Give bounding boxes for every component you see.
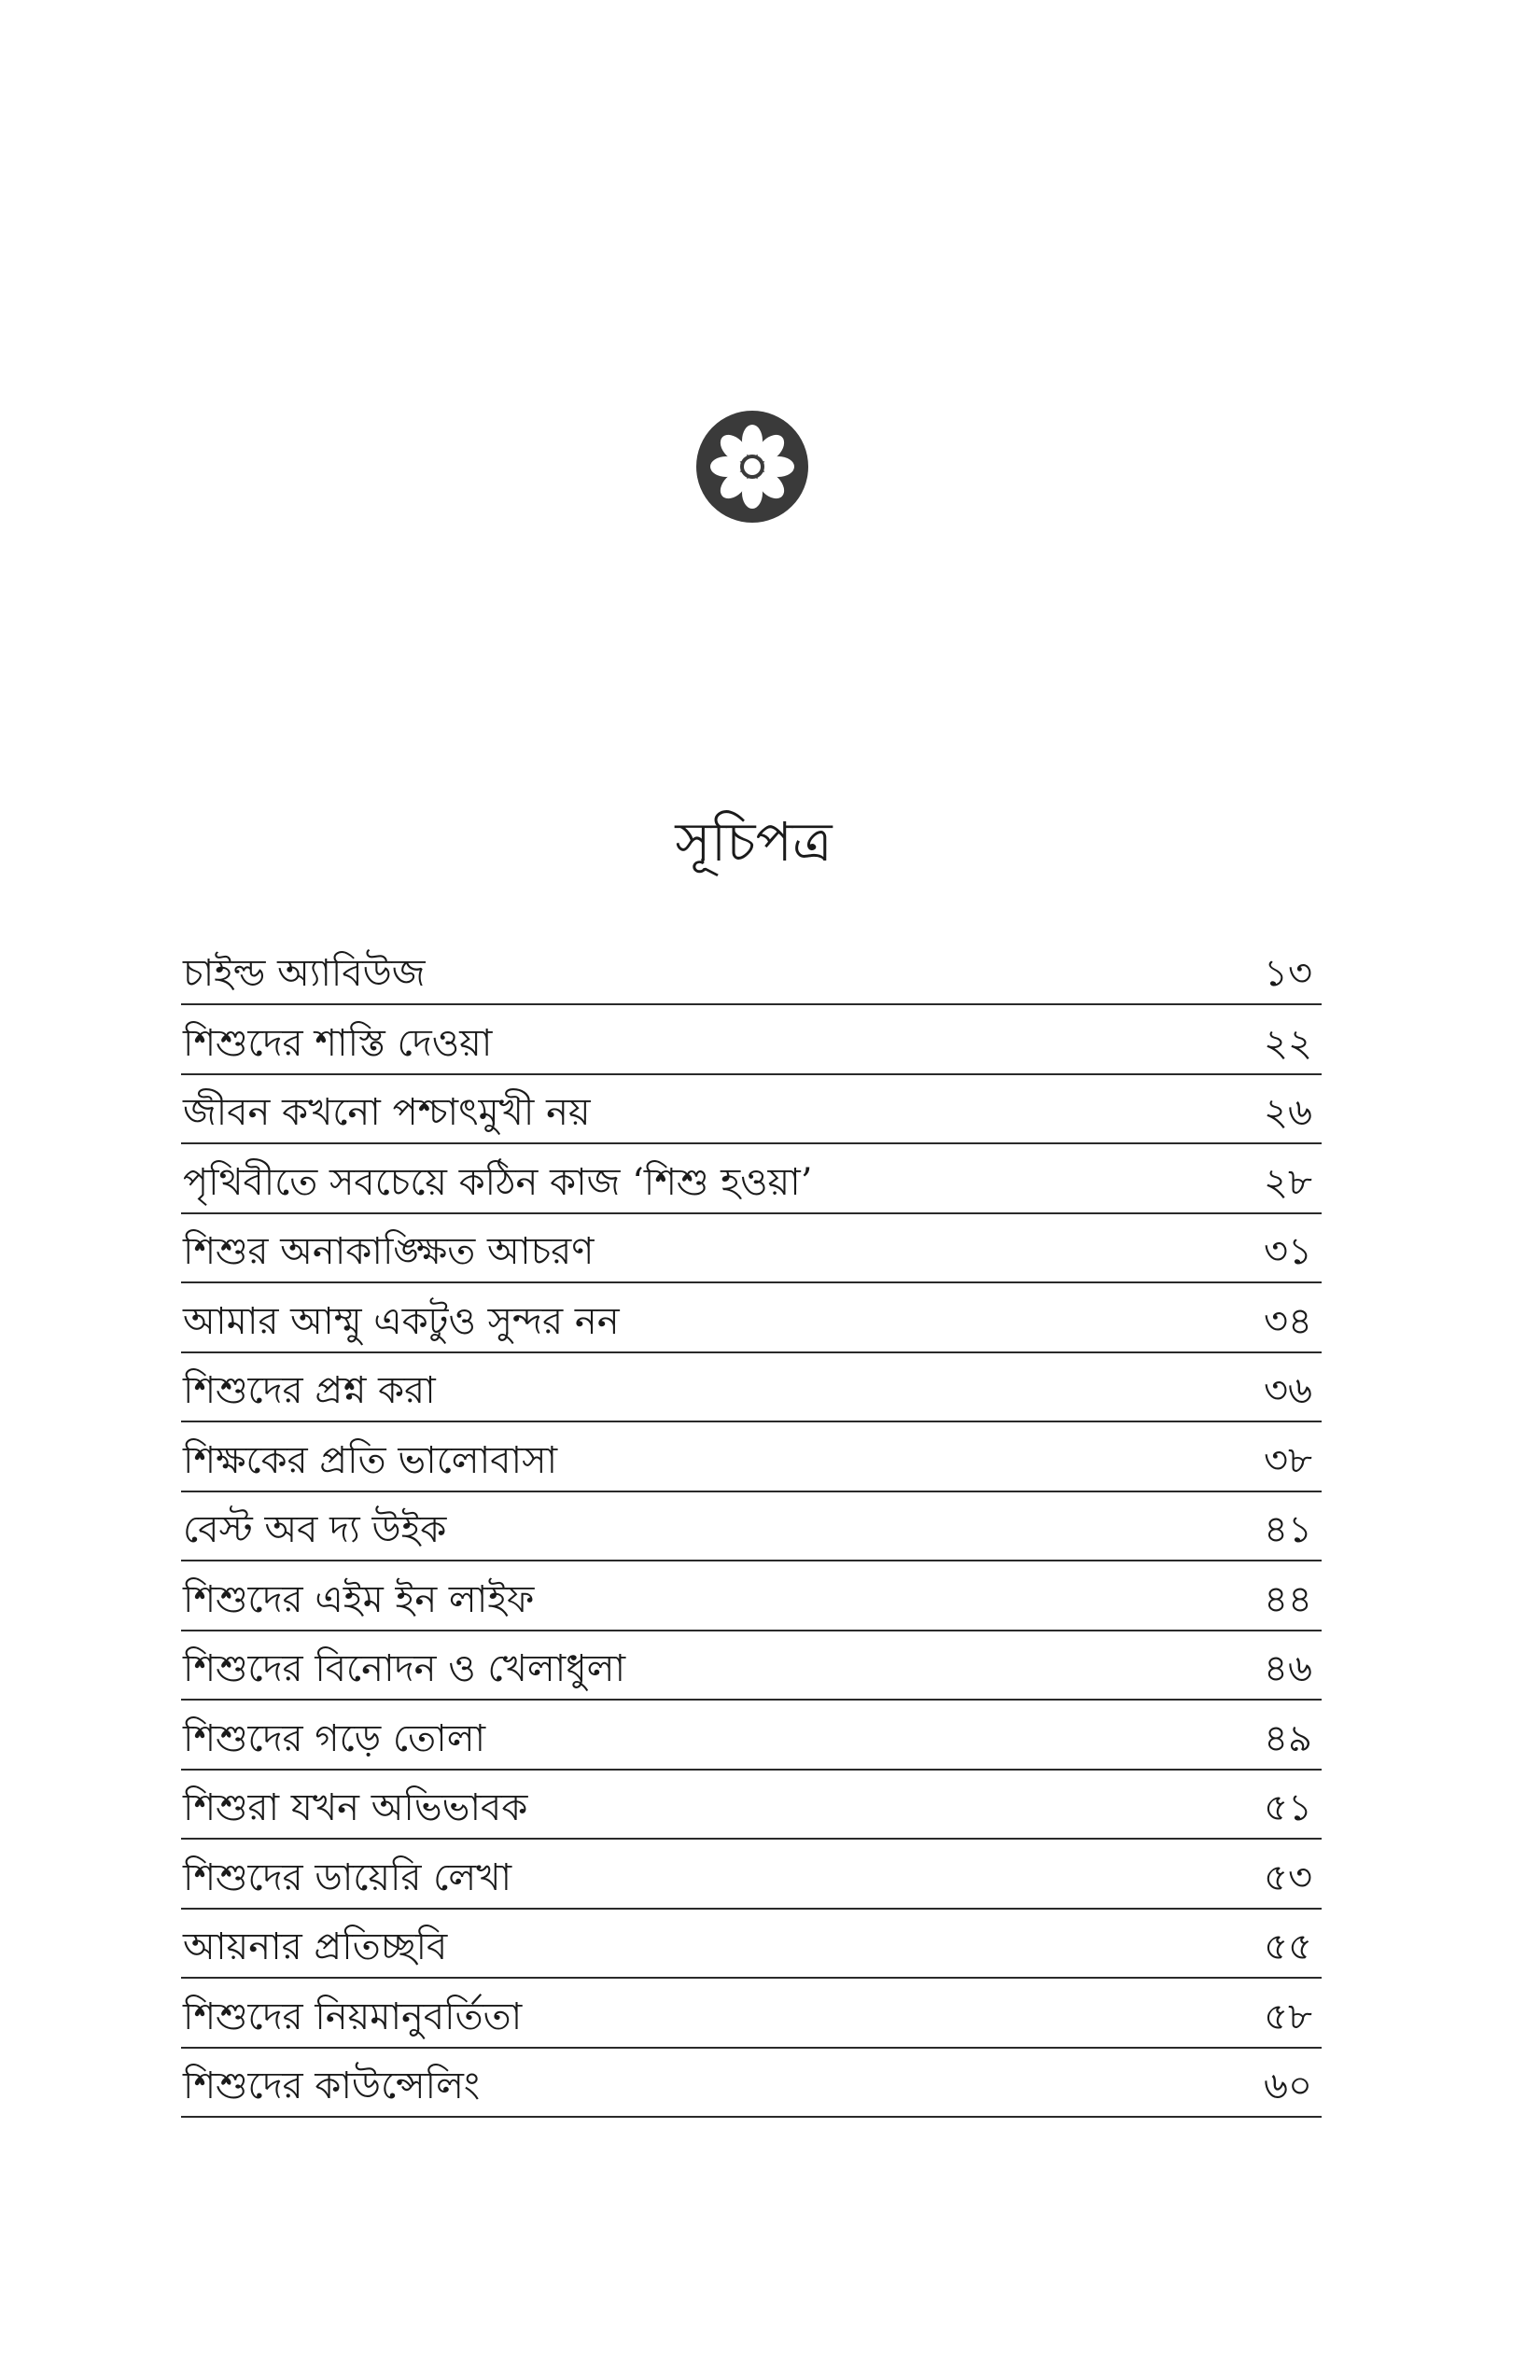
flower-wheel-icon bbox=[694, 409, 810, 525]
toc-entry[interactable] bbox=[181, 1286, 1322, 1353]
toc-entry-title: শিক্ষকের প্রতি ভালোবাসা bbox=[183, 1438, 558, 1482]
toc-entry-page-number: ২২ bbox=[1263, 1021, 1312, 1065]
toc-entry[interactable] bbox=[181, 2051, 1322, 2118]
toc-entry-page-number: ৫১ bbox=[1264, 1786, 1312, 1829]
toc-entry[interactable] bbox=[181, 1703, 1322, 1771]
toc-entry-title: বেস্ট অব দ্য উইক bbox=[183, 1508, 447, 1551]
toc-entry[interactable] bbox=[181, 1772, 1322, 1840]
toc-entry-page-number: ২৮ bbox=[1264, 1160, 1312, 1204]
toc-entry-title: শিশুদের বিনোদন ও খেলাধুলা bbox=[183, 1647, 626, 1690]
toc-entry[interactable] bbox=[181, 1077, 1322, 1144]
toc-entry-page-number: ৩৮ bbox=[1264, 1438, 1312, 1482]
toc-entry[interactable] bbox=[181, 1633, 1322, 1701]
toc-entry-title: শিশুরা যখন অভিভাবক bbox=[183, 1786, 528, 1829]
toc-entry-title: শিশুদের কাউন্সেলিং bbox=[183, 2065, 481, 2107]
toc-entry[interactable] bbox=[181, 938, 1322, 1005]
toc-entry[interactable] bbox=[181, 1425, 1322, 1492]
toc-entry[interactable] bbox=[181, 1842, 1322, 1910]
toc-entry-title: শিশুর অনাকাঙ্ক্ষিত আচরণ bbox=[183, 1230, 595, 1273]
toc-entry[interactable] bbox=[181, 1008, 1322, 1075]
toc-entry[interactable] bbox=[181, 1564, 1322, 1631]
toc-entry[interactable] bbox=[181, 1216, 1322, 1283]
toc-entry[interactable] bbox=[181, 1981, 1322, 2049]
toc-entry-page-number: ৫৮ bbox=[1264, 1995, 1312, 2038]
toc-entry-title: আয়নার প্রতিচ্ছবি bbox=[183, 1925, 448, 1968]
toc-entry-page-number: ৪৬ bbox=[1264, 1647, 1312, 1690]
toc-entry[interactable] bbox=[181, 1911, 1322, 1979]
toc-entry[interactable] bbox=[181, 1147, 1322, 1214]
toc-entry-page-number: ১৩ bbox=[1264, 952, 1312, 995]
toc-entry[interactable] bbox=[181, 1494, 1322, 1561]
toc-entry-title: শিশুদের গড়ে তোলা bbox=[183, 1716, 486, 1760]
toc-entry-page-number: ৩৪ bbox=[1264, 1299, 1312, 1343]
toc-entry-title: আমার আম্মু একটুও সুন্দর নন bbox=[183, 1299, 620, 1343]
toc-entry-title: পৃথিবীতে সবচেয়ে কঠিন কাজ ‘শিশু হওয়া’ bbox=[183, 1160, 813, 1204]
toc-entry-title: চাইল্ড অ্যাবিউজ bbox=[183, 952, 426, 995]
toc-entry-page-number: ২৬ bbox=[1263, 1091, 1312, 1134]
toc-entry-title: শিশুদের ডায়েরি লেখা bbox=[183, 1855, 512, 1899]
toc-entry-page-number: ৪৯ bbox=[1264, 1716, 1312, 1760]
toc-entry-page-number: ৪১ bbox=[1264, 1508, 1312, 1551]
table-of-contents bbox=[181, 938, 1322, 2121]
toc-entry-page-number: ৬০ bbox=[1263, 2065, 1312, 2107]
toc-entry-title: জীবন কখনো পশ্চাৎমুখী নয় bbox=[183, 1091, 591, 1134]
page-title: সূচিপত্র bbox=[675, 810, 833, 874]
toc-entry-title: শিশুদের প্রশ্ন করা bbox=[183, 1369, 436, 1412]
toc-entry-page-number: ৫৫ bbox=[1264, 1925, 1312, 1968]
toc-entry-page-number: ৩৬ bbox=[1263, 1369, 1312, 1412]
toc-entry-page-number: ৫৩ bbox=[1264, 1855, 1312, 1899]
toc-entry-title: শিশুদের শাস্তি দেওয়া bbox=[183, 1021, 493, 1065]
toc-entry-page-number: ৪৪ bbox=[1264, 1577, 1312, 1621]
toc-entry-title: শিশুদের নিয়মানুবর্তিতা bbox=[183, 1995, 523, 2038]
toc-entry[interactable] bbox=[181, 1355, 1322, 1422]
toc-entry-title: শিশুদের এইম ইন লাইফ bbox=[183, 1577, 535, 1621]
toc-entry-page-number: ৩১ bbox=[1264, 1230, 1312, 1273]
